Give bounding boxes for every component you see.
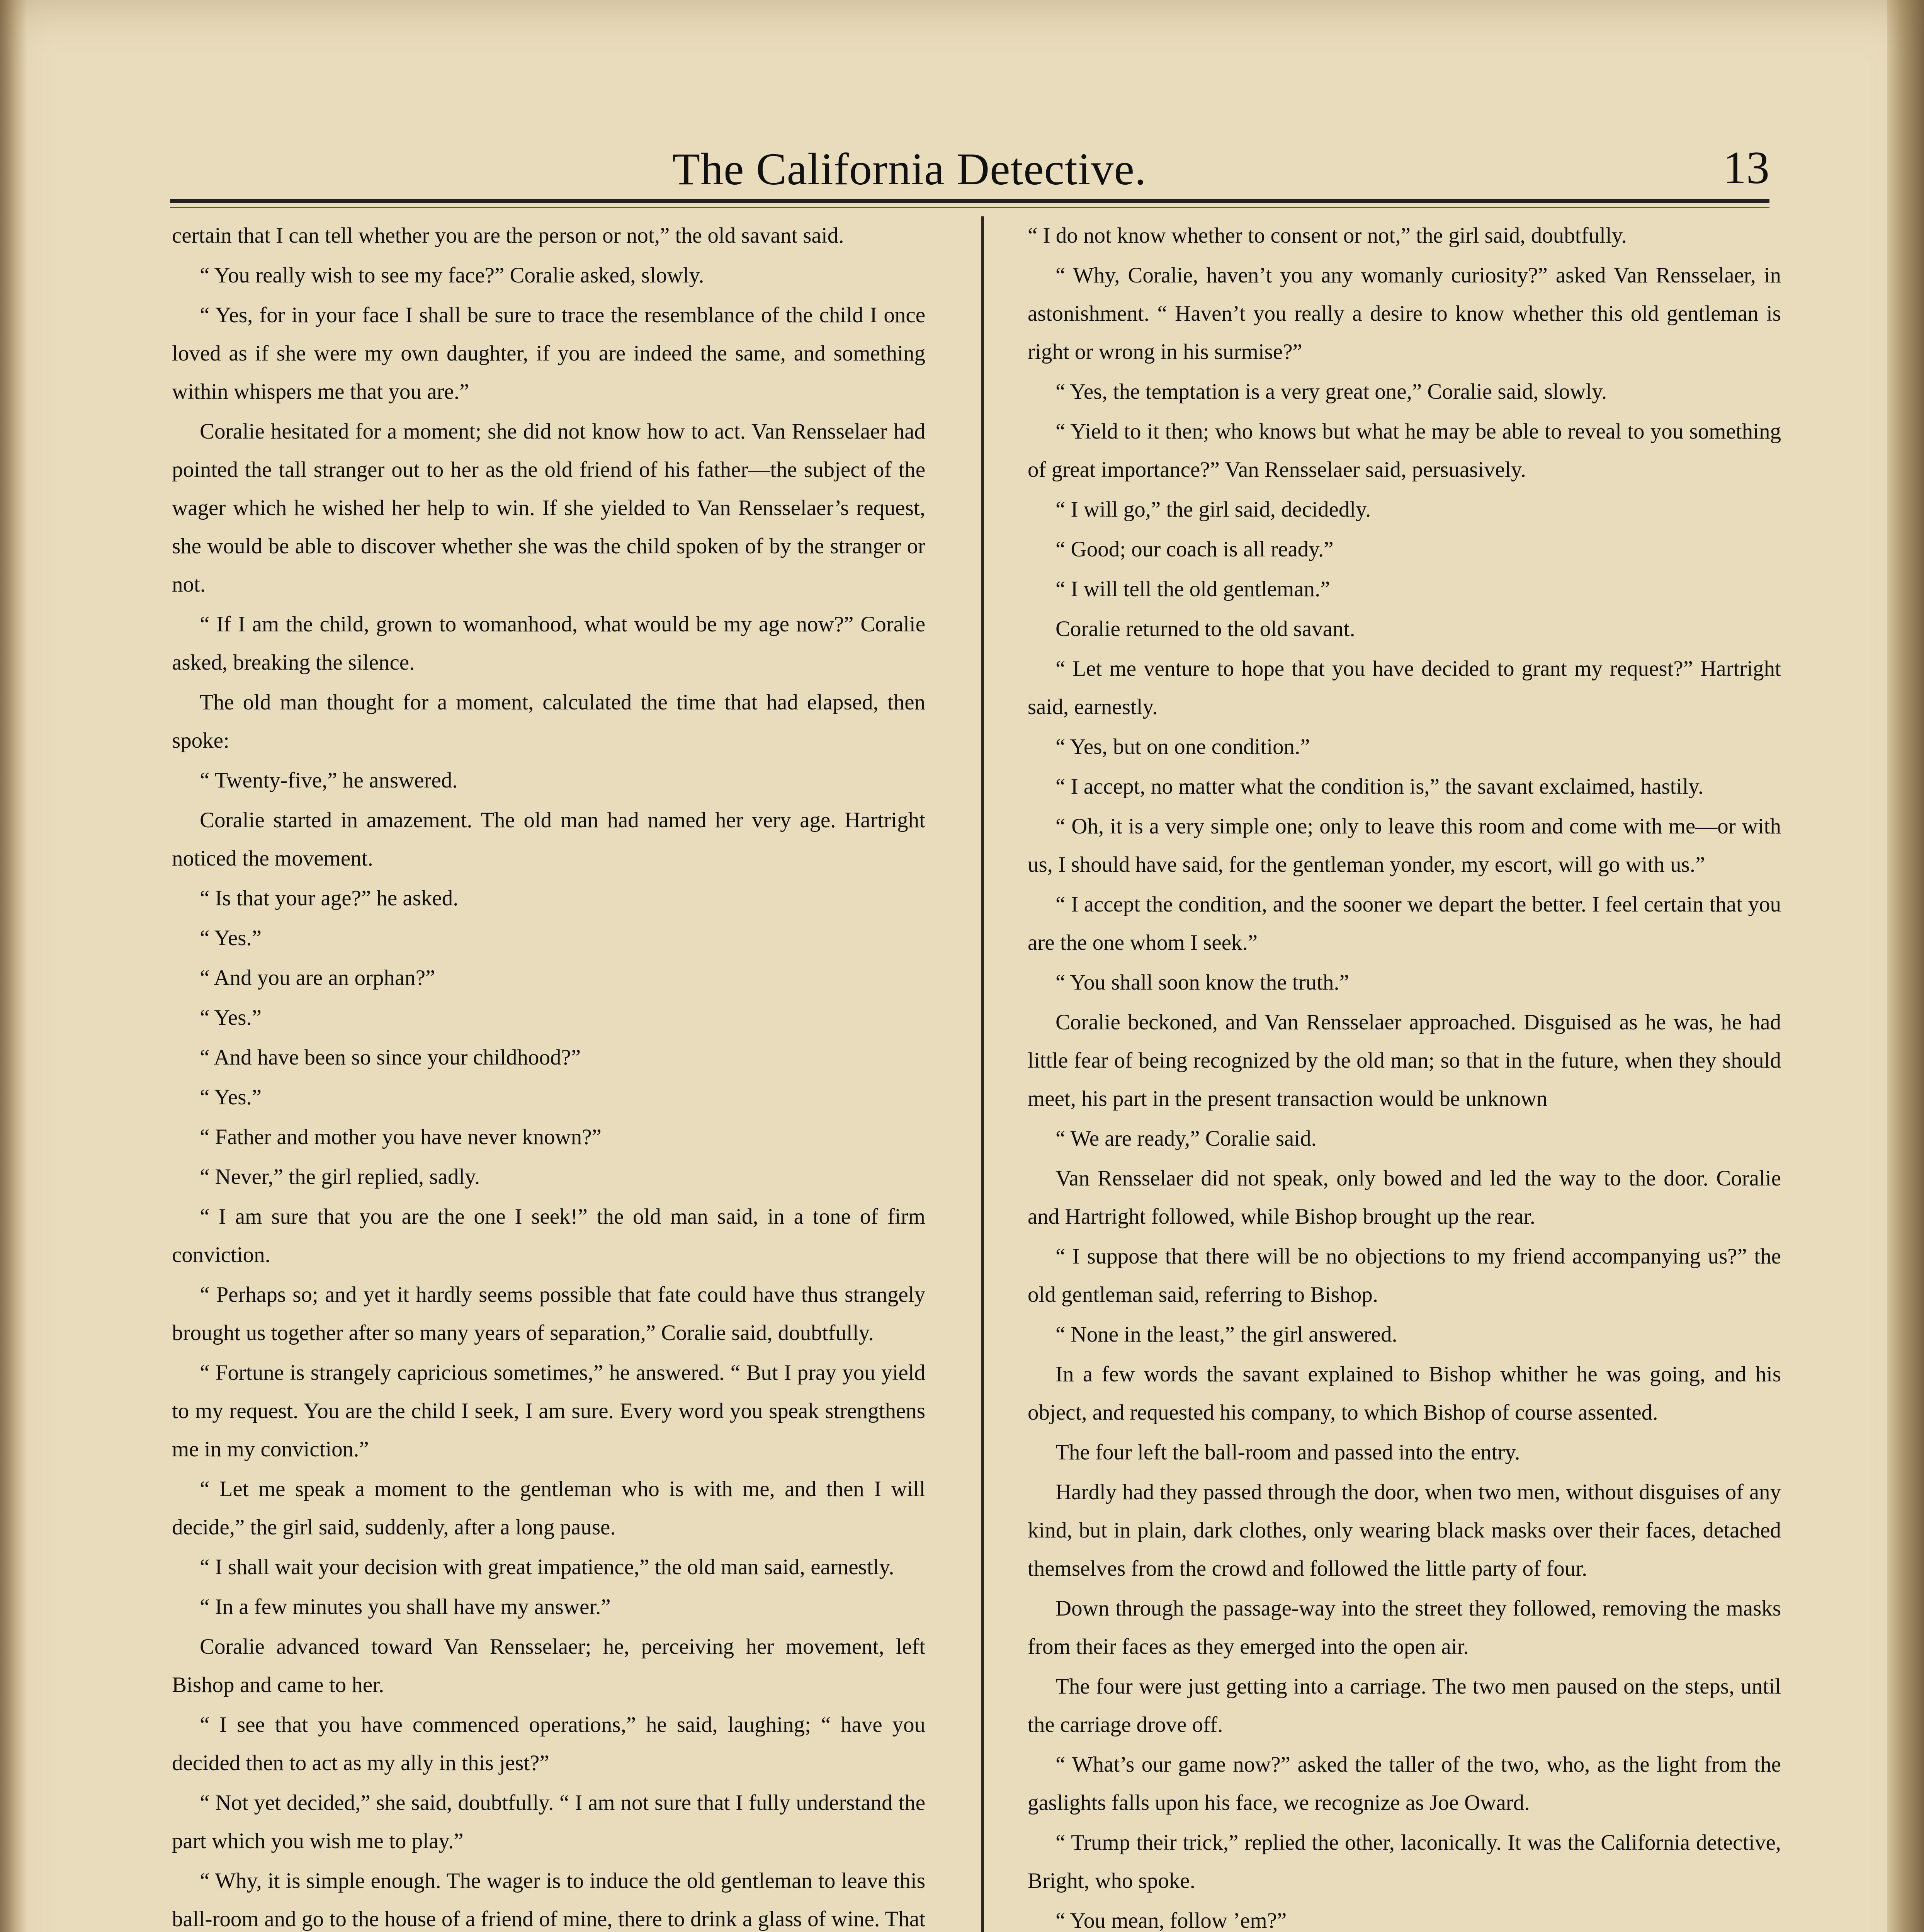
paragraph: “ Let me venture to hope that you have decided to grant my request?” Hartright said, earnestly. (1028, 656, 1781, 719)
paragraph: “ I accept the condition, and the sooner we depart the better. I feel certain that you are the one whom I seek.” (1028, 892, 1781, 955)
paragraph: “ Yes, but on one condition.” (1055, 735, 1310, 759)
paragraph: “ Trump their trick,” replied the other, laconically. It was the California detective, Bright, who spoke. (1028, 1830, 1781, 1893)
paragraph: “ What’s our game now?” asked the taller of the two, who, as the light from the gaslights falls upon his face, we recognize as Joe Oward. (1028, 1752, 1781, 1815)
paragraph: “ Why, it is simple enough. The wager is to induce the old gentleman to leave this ball-room and go to the house of a friend of mine, there to drink a glass of wine. That (172, 1869, 925, 1931)
paragraph: “ Yes.” (200, 1005, 262, 1030)
paragraph: Coralie advanced toward Van Rensselaer; he, perceiving her movement, left Bishop and came to her. (172, 1634, 925, 1697)
page-binding (0, 0, 27, 1932)
paragraph: “ I am sure that you are the one I seek!” the old man said, in a tone of firm conviction. (172, 1204, 925, 1267)
paragraph: “ Father and mother you have never known?” (200, 1125, 602, 1149)
publication-title: The California Detective. (672, 144, 1147, 194)
paragraph: “ I do not know whether to consent or not,” the girl said, doubtfully. (1028, 223, 1627, 248)
paragraph: Coralie started in amazement. The old man had named her very age. Hartright noticed the movement. (172, 808, 925, 871)
paragraph: “ I shall wait your decision with great impatience,” the old man said, earnestly. (200, 1555, 894, 1579)
header-rule (170, 199, 1769, 203)
paragraph: The four were just getting into a carriage. The two men paused on the steps, until the carriage drove off. (1028, 1674, 1781, 1737)
paragraph: Hardly had they passed through the door, when two men, without disguises of any kind, but in plain, dark clothes, only wearing black masks over their faces, detached themselves from the crowd and followed the little party of four. (1028, 1480, 1781, 1581)
paragraph: “ Never,” the girl replied, sadly. (200, 1165, 480, 1189)
paragraph: “ Good; our coach is all ready.” (1055, 537, 1334, 561)
right-column (1028, 216, 1781, 1932)
header-rule-thin (170, 207, 1769, 208)
paragraph: “ And have been so since your childhood?” (200, 1045, 581, 1070)
paragraph: “ None in the least,” the girl answered. (1055, 1322, 1397, 1347)
paragraph: “ You shall soon know the truth.” (1055, 970, 1349, 995)
paragraph: “ I see that you have commenced operations,” he said, laughing; “ have you decided then to act as my ally in this jest?” (172, 1713, 925, 1775)
paragraph: In a few words the savant explained to Bishop whither he was going, and his object, and requested his company, to which Bishop of course assented. (1028, 1362, 1781, 1425)
paragraph: “ Is that your age?” he asked. (200, 886, 459, 910)
paragraph: “ Let me speak a moment to the gentleman who is with me, and then I will decide,” the girl said, suddenly, after a long pause. (172, 1477, 925, 1539)
paragraph: Coralie beckoned, and Van Rensselaer approached. Disguised as he was, he had little fear of being recognized by the old man; so that in the future, when they should meet, his part in the present transaction would be unknown (1028, 1010, 1781, 1111)
paragraph: Coralie hesitated for a moment; she did not know how to act. Van Rensselaer had pointed the tall stranger out to her as the old friend of his father—the subject of the wager which he wished her help to win. If she yielded to Van Rensselaer’s request, she would be able to discover whether she was the child spoken of by the stranger or not. (172, 419, 925, 597)
paragraph: “ I accept, no matter what the condition is,” the savant exclaimed, hastily. (1055, 774, 1704, 799)
paragraph: “ Not yet decided,” she said, doubtfully. “ I am not sure that I fully understand the part which you wish me to play.” (172, 1791, 925, 1853)
left-column (172, 216, 925, 1932)
paragraph: “ Yes.” (200, 1085, 262, 1109)
paragraph: certain that I can tell whether you are the person or not,” the old savant said. (172, 223, 844, 248)
paragraph: “ Yes, the temptation is a very great one,” Coralie said, slowly. (1055, 379, 1607, 404)
paragraph: “ Twenty-five,” he answered. (200, 768, 458, 793)
paragraph: “ Perhaps so; and yet it hardly seems possible that fate could have thus strangely brought us together after so many years of separation,” Coralie said, doubtfully. (172, 1282, 925, 1345)
paragraph: Van Rensselaer did not speak, only bowed and led the way to the door. Coralie and Hartright followed, while Bishop brought up the rear. (1028, 1166, 1781, 1229)
paragraph: “ Yes.” (200, 926, 262, 950)
page-number: 13 (1723, 142, 1769, 193)
paragraph: “ I will tell the old gentleman.” (1055, 577, 1330, 601)
paragraph: “ I will go,” the girl said, decidedly. (1055, 497, 1371, 522)
paragraph: The old man thought for a moment, calculated the time that had elapsed, then spoke: (172, 690, 925, 753)
paragraph: Coralie returned to the old savant. (1055, 617, 1355, 641)
paragraph: “ And you are an orphan?” (200, 966, 435, 990)
paragraph: “ If I am the child, grown to womanhood, what would be my age now?” Coralie asked, breaking the silence. (172, 612, 925, 675)
paragraph: The four left the ball-room and passed into the entry. (1055, 1440, 1520, 1464)
paragraph: Down through the passage-way into the street they followed, removing the masks from their faces as they emerged into the open air. (1028, 1596, 1781, 1659)
paragraph: “ In a few minutes you shall have my answer.” (200, 1595, 611, 1619)
column-divider (981, 216, 984, 1932)
page-edge (1887, 0, 1924, 1932)
paragraph: “ You really wish to see my face?” Coralie asked, slowly. (200, 263, 704, 287)
paragraph: “ Yes, for in your face I shall be sure to trace the resemblance of the child I once loved as if she were my own daughter, if you are indeed the same, and something within whispers me that you are.” (172, 303, 925, 404)
paragraph: “ Yield to it then; who knows but what he may be able to reveal to you something of great importance?” Van Rensselaer said, persuasively. (1028, 419, 1781, 482)
paragraph: “ Why, Coralie, haven’t you any womanly curiosity?” asked Van Rensselaer, in astonishment. “ Haven’t you really a desire to know whether this old gentleman is right or wrong in his surmise?” (1028, 263, 1781, 364)
paragraph: “ Oh, it is a very simple one; only to leave this room and come with me—or with us, I should have said, for the gentleman yonder, my escort, will go with us.” (1028, 814, 1781, 877)
paragraph: “ I suppose that there will be no objections to my friend accompanying us?” the old gentleman said, referring to Bishop. (1028, 1244, 1781, 1307)
paragraph: “ Fortune is strangely capricious sometimes,” he answered. “ But I pray you yield to my request. You are the child I seek, I am sure. Every word you speak strengthens me in my conviction.” (172, 1361, 925, 1461)
page-header (170, 139, 1769, 197)
paragraph: “ We are ready,” Coralie said. (1055, 1126, 1317, 1151)
paragraph: “ You mean, follow ’em?” (1055, 1908, 1287, 1932)
